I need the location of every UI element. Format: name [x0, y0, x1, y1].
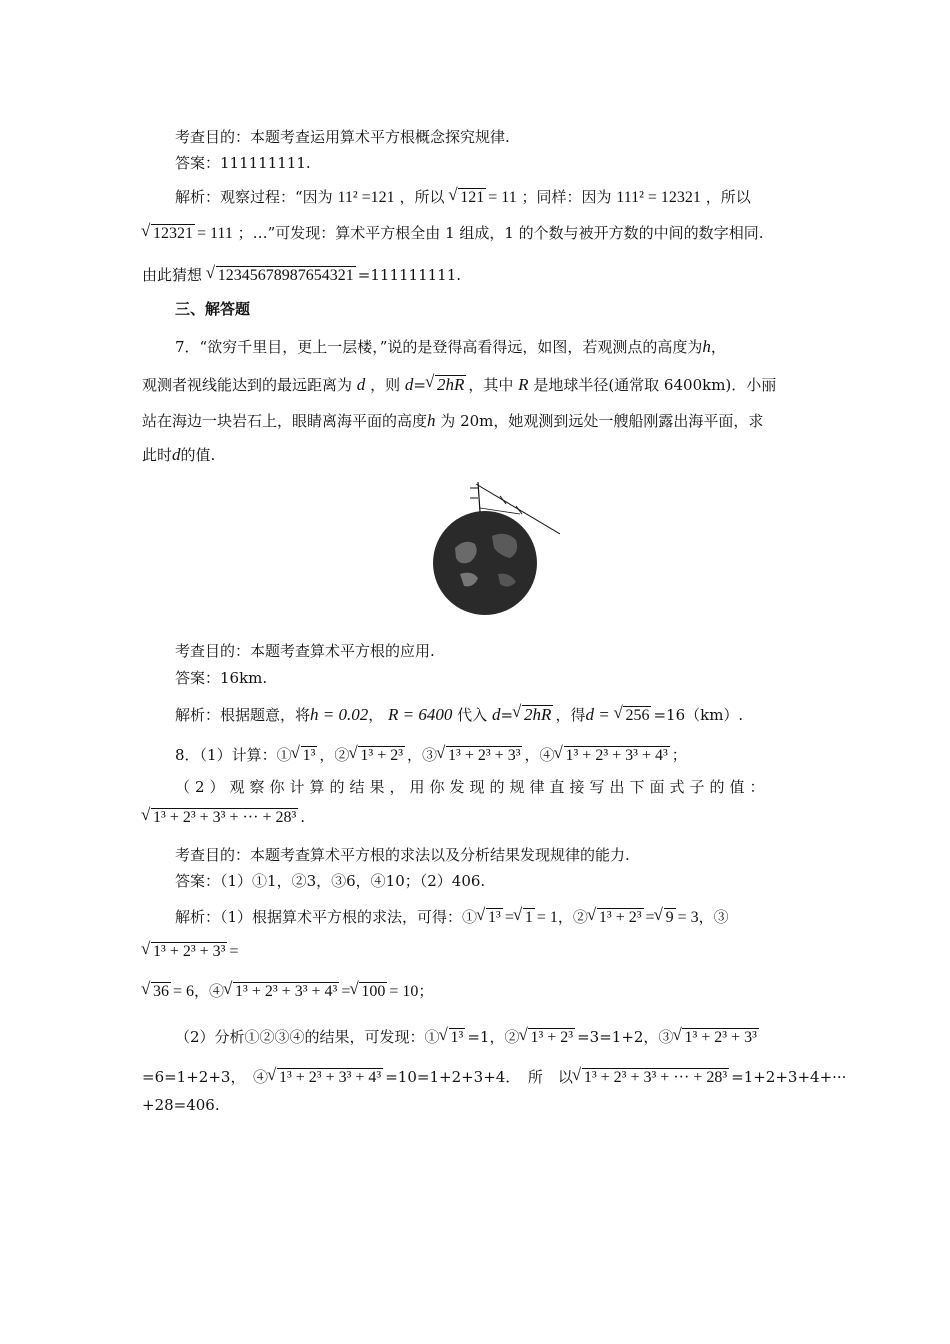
text: ，所以 [399, 188, 445, 206]
q7-line3 [142, 410, 763, 431]
text: 解析：（1）根据算术平方根的求法，可得：① [175, 908, 478, 926]
text: 8．（1）计算：① [175, 746, 292, 764]
q8-analysis2-line2 [142, 1066, 846, 1087]
value: =1，② [467, 1028, 520, 1046]
q8-analysis1-line2 [142, 942, 238, 961]
radicand: 1³ + 2³ [598, 909, 642, 926]
sqrt-expression [437, 746, 522, 765]
equals: = [229, 943, 239, 960]
sqrt-expression [349, 746, 405, 765]
radicand: 1 [524, 909, 533, 926]
sqrt-expression [350, 982, 387, 1001]
radicand: 9 [665, 909, 674, 926]
var-d: d [404, 375, 414, 394]
value: =10=1+2+3+4 [385, 1068, 506, 1086]
radicand: 1³ [450, 1029, 464, 1046]
sqrt-expression [142, 982, 171, 1001]
value: =16（km）. [653, 706, 744, 724]
text: ，③ [698, 908, 729, 926]
sqrt-expression [588, 908, 644, 927]
text: ，则 [370, 376, 401, 394]
text: ，其中 [468, 376, 514, 394]
q8-line2: （2）观察你计算的结果，用你发现的规律直接写出下面式子的值： [175, 778, 770, 796]
text: ， ④ [230, 1068, 268, 1086]
var-d: d = [585, 705, 610, 724]
radicand: 1³ + 2³ + 3³ [153, 943, 226, 960]
var-d: d [356, 375, 366, 394]
var-R: R [518, 375, 529, 394]
sqrt-expression [614, 706, 651, 725]
radicand: 256 [625, 707, 650, 724]
text: 代入 [457, 706, 488, 724]
q6-analysis-line3 [142, 264, 461, 285]
radicand: 100 [361, 983, 386, 1000]
sqrt-expression [142, 942, 227, 961]
sqrt-expression [555, 746, 670, 765]
sqrt-expression [426, 375, 466, 395]
q6-analysis-line1 [175, 186, 751, 207]
equals: = [500, 706, 514, 724]
value: =1+2+3+4+··· [731, 1068, 847, 1086]
q7-line1: 7．“欲穷千里目，更上一层楼，”说的是登得高看得远，如图，若观测点的高度为h， [175, 337, 726, 356]
q8-purpose: 考查目的：本题考查算术平方根的求法以及分析结果发现规律的能力. [175, 846, 630, 864]
sqrt-expression [224, 982, 339, 1001]
text: 解析：观察过程：“因为 [175, 188, 333, 206]
text: ； [671, 746, 687, 764]
equals: = [504, 909, 514, 926]
sqrt-expression [477, 908, 503, 927]
text: 是地球半径(通常取 6400km)．小丽 [533, 376, 777, 394]
text: ，④ [194, 982, 225, 1000]
q7-line2 [142, 374, 776, 395]
q7-purpose: 考查目的：本题考查算术平方根的应用. [175, 642, 435, 660]
text: 由此猜想 [142, 266, 203, 284]
text: 7．“欲穷千里目，更上一层楼，”说的是登得高看得远，如图，若观测点的高度为 [175, 338, 703, 356]
given-R: R = 6400 [388, 705, 453, 724]
text: ，③ [407, 746, 438, 764]
text: ，所以 [705, 188, 751, 206]
q8-line1 [175, 744, 687, 765]
radicand: 12321 [153, 225, 193, 242]
sqrt-expression [268, 1068, 383, 1087]
q6-analysis-line2 [142, 222, 763, 243]
text: （2）分析①②③④的结果，可发现：① [175, 1028, 440, 1046]
value: = 11 [488, 189, 517, 206]
radicand: 1³ + 2³ + 3³ + ··· + 28³ [153, 809, 297, 826]
radicand: 1³ + 2³ + 3³ + 4³ [565, 747, 668, 764]
radicand: 1³ [302, 747, 316, 764]
q7-line4 [142, 444, 215, 465]
sqrt-expression [519, 1028, 575, 1047]
var-d: d [491, 705, 501, 724]
radicand: 1³ + 2³ + 3³ [448, 747, 521, 764]
text: 的值. [180, 446, 216, 464]
radicand: 2hR [524, 705, 552, 724]
given-h: h = 0.02 [310, 705, 369, 724]
sqrt-expression [292, 746, 318, 765]
earth-globe [433, 511, 537, 615]
text: 此时 [142, 446, 173, 464]
sqrt-expression [573, 1068, 729, 1087]
sqrt-expression [673, 1028, 758, 1047]
text: 解析：根据题意，将 [175, 706, 311, 724]
radicand: 1³ + 2³ + 3³ [684, 1029, 757, 1046]
radicand: 1³ + 2³ + 3³ + 4³ [278, 1069, 382, 1086]
value: = 10 [389, 983, 419, 1000]
q8-analysis1-line1 [175, 906, 729, 927]
sqrt-expression [207, 266, 356, 285]
value: =6=1+2+3 [142, 1068, 231, 1086]
sqrt-expression [513, 705, 553, 725]
sqrt-expression [142, 224, 195, 243]
text: ； [418, 982, 434, 1000]
radicand: 2hR [436, 375, 465, 394]
sqrt-expression [514, 908, 535, 927]
sqrt-expression [449, 188, 486, 207]
tick-mark [516, 506, 522, 514]
value: =3=1+2，③ [577, 1028, 674, 1046]
q8-analysis2-line3: +28=406. [142, 1096, 220, 1114]
text: ；同样：因为 [521, 188, 612, 206]
q8-answer: 答案：（1）①1，②3，③6，④10；（2）406. [175, 872, 486, 890]
q8-analysis1-line3 [142, 980, 433, 1001]
q7-analysis: 解析：根据题意，将h = 0.02， R = 6400 代入 d=√ 2hR ，得d = √ 256 =16（km）. [175, 704, 743, 725]
equals: = [645, 909, 655, 926]
q6-purpose: 考查目的：本题考查运用算术平方根概念探究规律. [175, 128, 510, 146]
equals: = [341, 983, 351, 1000]
radicand: 12345678987654321 [217, 267, 354, 284]
radicand: 36 [153, 983, 169, 1000]
equation: 11² =121 [337, 189, 395, 206]
earth-figure [420, 478, 560, 618]
radicand: 1³ + 2³ + 3³ + 4³ [235, 983, 338, 1000]
radicand: 1³ + 2³ [530, 1029, 574, 1046]
q8-line3 [142, 808, 305, 827]
tick-mark [500, 496, 506, 504]
value: =111111111. [357, 266, 462, 284]
q7-answer: 答案：16km. [175, 669, 268, 687]
text: ；…”可发现：算术平方根全由 1 组成，1 的个数与被开方数的中间的数字相同. [237, 224, 764, 242]
text: ，② [319, 746, 350, 764]
text: ． 所 以 [505, 1068, 573, 1086]
text: . [300, 808, 306, 826]
text: ，④ [524, 746, 555, 764]
var-h: h [427, 411, 436, 430]
equals: = [413, 376, 426, 394]
radicand: 1³ [488, 909, 501, 926]
text: ，② [557, 908, 588, 926]
sqrt-expression [142, 808, 298, 827]
section-heading: 三、解答题 [175, 300, 251, 318]
value: = 1 [536, 909, 558, 926]
var-d: d [172, 445, 181, 464]
value: = 3 [677, 909, 699, 926]
radicand: 121 [460, 189, 485, 206]
value: = 6 [173, 983, 195, 1000]
equation: 111² = 12321 [616, 189, 701, 206]
radicand: 1³ + 2³ [360, 747, 404, 764]
q8-analysis2-line1 [175, 1026, 761, 1047]
value: = 111 [197, 225, 233, 242]
text: ，得 [555, 706, 586, 724]
sqrt-expression [440, 1028, 466, 1047]
radicand: 1³ + 2³ + 3³ + ··· + 28³ [583, 1069, 728, 1086]
var-h: h [702, 337, 711, 356]
sqrt-expression [655, 908, 676, 927]
text: 观测者视线能达到的最远距离为 [142, 376, 353, 394]
text: 站在海边一块岩石上，眼睛离海平面的高度 [142, 412, 428, 430]
q6-answer: 答案：111111111. [175, 154, 311, 172]
text: 为 20m，她观测到远处一艘船刚露出海平面，求 [440, 412, 764, 430]
